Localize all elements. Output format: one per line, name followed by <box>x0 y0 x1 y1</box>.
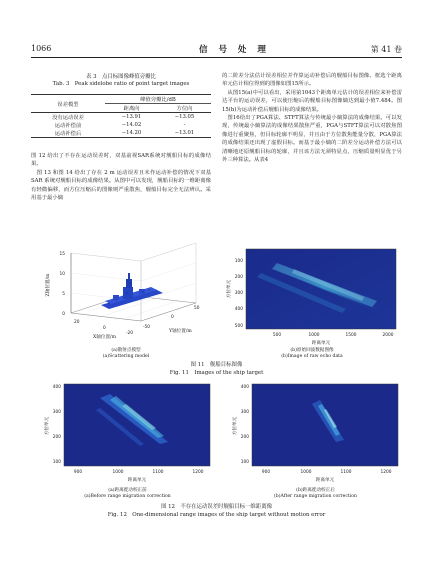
fig11a-ztick: 0 <box>62 312 65 317</box>
fig11a-ylabel: Y轴位置/m <box>169 329 192 334</box>
fig12a-xlabel: 距离单元 <box>127 478 147 483</box>
fig11a-ytick: 50 <box>194 306 200 311</box>
table3 <box>31 94 211 138</box>
fig11b-xtick: 2000 <box>382 333 394 338</box>
fig11b-ytick: 200 <box>234 275 243 280</box>
fig12a-xtick: 1200 <box>192 470 204 475</box>
fig12b-xtick: 1200 <box>380 470 392 475</box>
table3-cell-azimuth: - <box>183 122 186 128</box>
fig11b-raw-echo-image <box>222 243 402 348</box>
table3-cell-azimuth: −13.01 <box>158 129 211 138</box>
table3-col-range: 距离向 <box>105 104 158 113</box>
right-column-text: 的二阶差分法估计误差相位并作算运动补偿后的舰船目标图像、框选个距离单元估计相位得到的图像如图15所示。 从图15(a)中可以看出，采用第1043个距离单元估计的误差相位来补偿雷达平台的运动误差，可以使压缩后的舰船目标图像熵达到最小值7.484。图15(b)为运动补偿后舰船目标的成像结果。 图16给出了PGA算法、STFT算法与传统最小熵算法的成像结果。可以发现，传统最小熵算法的成像结果散焦严重，PGA与STFT算法可以对散焦图像进行重聚焦，但目标轮廓不明显，并且由于方位散焦能量分散，PGA算法的成像结果还出现了虚假目标。而基于最小熵的二阶差分运动补偿方法可以清晰地还原舰船目标的轮廓，并且该方法无须特显点，压缩质量明显优于另外三种算法。从表4 <box>222 73 402 164</box>
fig12b-ytick: 200 <box>240 435 249 440</box>
table3-cell-model: 运动补偿前 <box>54 123 82 129</box>
fig12a-xtick: 900 <box>73 470 83 475</box>
fig11a-xtick: 0 <box>103 326 106 331</box>
fig11-caption-en: Fig. 11 Images of the ship target <box>169 370 264 376</box>
page-header <box>31 44 402 54</box>
fig11b-ytick: 300 <box>234 291 243 296</box>
fig11a-ztick: 5 <box>62 292 65 297</box>
table-row <box>31 121 211 129</box>
fig11a-ytick: 0 <box>171 315 174 320</box>
page-number: 1066 <box>31 44 52 53</box>
fig11a-caption-cn: (a)散射点模型 <box>111 348 141 353</box>
fig12a-caption-cn: (a)距离徙动校正前 <box>108 488 147 493</box>
fig11a-ztick: 10 <box>59 272 65 277</box>
table3-cell-range: −14.20 <box>105 129 158 138</box>
fig12b-ytick: 300 <box>240 410 249 415</box>
fig12a-ytick: 400 <box>52 385 61 390</box>
fig12b-xtick: 1100 <box>340 470 352 475</box>
table3-cell-model: 没有运动误差 <box>52 115 84 121</box>
fig11b-ytick: 100 <box>234 259 243 264</box>
fig12a-range-image <box>40 380 215 488</box>
table3-cell-range: −14.02 <box>121 122 142 128</box>
fig12b-xtick: 1000 <box>300 470 312 475</box>
fig11b-caption-cn: (b)原始回波数据图像 <box>290 348 334 353</box>
fig12a-xtick: 1000 <box>112 470 124 475</box>
fig11a-xtick: -20 <box>126 331 134 336</box>
table3-cell-range: −13.91 <box>121 114 142 120</box>
fig11a-xtick: 20 <box>74 320 80 325</box>
volume-label: 第 41 卷 <box>370 45 402 54</box>
fig12a-xtick: 1100 <box>152 470 164 475</box>
fig11a-scattering-model <box>31 243 221 348</box>
fig11b-ytick: 400 <box>234 307 243 312</box>
fig12b-ytick: 400 <box>240 385 249 390</box>
fig11b-xtick: 1500 <box>345 333 357 338</box>
table3-cell-model: 运动补偿后 <box>31 129 105 138</box>
fig11b-ytick: 500 <box>234 324 243 329</box>
fig12b-range-image <box>228 380 403 488</box>
fig11b-caption-en: (b)Image of raw echo data <box>281 354 343 359</box>
table3-caption-en: Tab. 3 Peak sidelobe ratio of point target images <box>52 81 190 87</box>
table3-col-group: 峰值旁瓣比/dB <box>105 95 211 104</box>
fig12a-ytick: 300 <box>52 410 61 415</box>
fig11a-ytick: -50 <box>143 325 151 330</box>
fig11a-caption-en: (a)Scattering model <box>102 354 150 359</box>
fig11a-xlabel: X轴位置/m <box>93 335 116 340</box>
table3-caption-cn: 表 3 点目标图像峰值旁瓣比 <box>86 74 156 80</box>
header-rule <box>31 57 402 58</box>
fig12a-ylabel: 方位单元 <box>45 416 50 436</box>
left-column-text: 图 12 给出了不存在运动误差时，双基前视SAR系统对舰船目标的成像结果。 图 13 和图 14 给出了存在 2 m 运动误差且未作运动补偿的情况下双基 SAR 系统对舰船目标的成像结果。从图中可以发现，舰船目标的一维距离像有轻微偏移，而方位压缩后的图像则严重散焦，舰船目标完全无法辨认。采用基于最小熵 <box>31 153 211 202</box>
fig12b-caption-cn: (b)距离徙动校正后 <box>296 488 335 493</box>
table3-cell-azimuth: −13.05 <box>174 114 195 120</box>
table-row <box>31 129 211 138</box>
fig12a-caption-en: (a)Before range migration correction <box>84 494 171 499</box>
table-row <box>31 113 211 122</box>
fig11b-xlabel: 距离单元 <box>311 341 331 346</box>
fig12b-xtick: 900 <box>261 470 271 475</box>
fig11b-ylabel: 方位单元 <box>227 279 232 299</box>
fig11a-zlabel: Z轴位置/m <box>46 273 51 297</box>
fig12b-ylabel: 方位单元 <box>233 416 238 436</box>
journal-title: 信 号 处 理 <box>199 45 270 55</box>
fig11-caption-cn: 图 11 舰船目标图像 <box>190 362 243 368</box>
fig12-caption-en: Fig. 12 One-dimensional range images of the ship target without motion error <box>107 512 326 518</box>
table3-col-azimuth: 方位向 <box>158 104 211 113</box>
fig11a-ztick: 15 <box>59 252 65 257</box>
fig12a-ytick: 200 <box>52 435 61 440</box>
fig12b-caption-en: (b)After range migration correction <box>274 494 357 499</box>
fig12b-xlabel: 距离单元 <box>315 478 335 483</box>
fig12b-ytick: 100 <box>240 460 249 465</box>
fig11b-xtick: 1000 <box>308 333 320 338</box>
fig11b-xtick: 500 <box>272 333 282 338</box>
table3-col-model: 误差模型 <box>31 95 105 113</box>
fig12-caption-cn: 图 12 不存在运动误差时舰船目标一维距离像 <box>161 504 272 510</box>
fig12a-ytick: 100 <box>52 460 61 465</box>
